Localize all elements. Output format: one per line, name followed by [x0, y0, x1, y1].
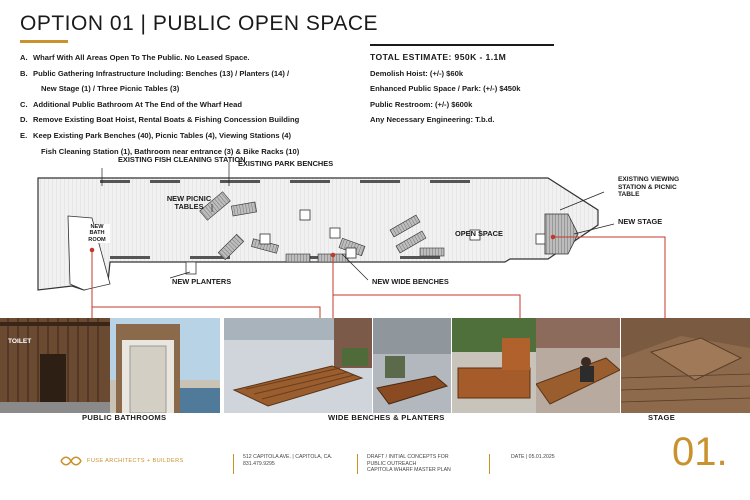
address-line: 512 CAPITOLA AVE. | CAPITOLA, CA. [243, 454, 333, 460]
scope-text: Wharf With All Areas Open To The Public. No Leased Space. [33, 53, 250, 62]
photo-people-benches [536, 318, 620, 413]
scope-item-b [20, 66, 350, 82]
label-new-stage: NEW STAGE [618, 217, 663, 226]
label-wide-benches: NEW WIDE BENCHES [372, 277, 449, 286]
reference-photos [0, 318, 750, 413]
scope-text: Fish Cleaning Station (1), Bathroom near entrance (3) & Bike Racks (10) [41, 146, 300, 156]
footer-date: DATE | 05.01.2025 [511, 454, 555, 460]
phone-line: 831.479.9295 [243, 460, 275, 467]
label-new-planters: NEW PLANTERS [172, 277, 232, 286]
scope-letter: A. [20, 53, 28, 62]
label-viewing-station: EXISTING VIEWING STATION & PICNIC TABLE [618, 176, 680, 199]
estimate-line: Any Necessary Engineering: T.b.d. [370, 115, 495, 125]
footer [55, 448, 595, 478]
wharf-deck [38, 178, 598, 290]
scope-list [20, 50, 350, 159]
page-title: OPTION 01 | PUBLIC OPEN SPACE [20, 12, 378, 35]
caption-bathrooms: PUBLIC BATHROOMS [82, 413, 167, 422]
scope-item-c [20, 97, 350, 113]
label-picnic-tables: NEW PICNIC TABLES [166, 194, 212, 212]
estimate-line: Public Restroom: (+/-) $600k [370, 99, 473, 109]
photo-stage [621, 318, 750, 413]
draft-note [367, 454, 451, 474]
scope-letter: C. [20, 99, 28, 109]
scope-letter: E. [20, 130, 28, 140]
draft-line: DRAFT / INITIAL CONCEPTS FOR [367, 454, 449, 460]
footer-divider [489, 454, 490, 474]
estimate-line: Enhanced Public Space / Park: (+/-) $450k [370, 84, 521, 94]
draft-line: PUBLIC OUTREACH [367, 460, 417, 467]
caption-benches: WIDE BENCHES & PLANTERS [328, 413, 445, 422]
scope-item-d [20, 112, 350, 128]
label-park-benches: EXISTING PARK BENCHES [238, 159, 334, 168]
toilet-sign: TOILET [8, 338, 32, 345]
firm-name: FUSE ARCHITECTS + BUILDERS [87, 458, 184, 464]
scope-text: Additional Public Bathroom At The End of the Wharf Head [33, 99, 242, 109]
label-bath-room: NEW BATH ROOM [84, 224, 110, 243]
scope-text: Remove Existing Boat Hoist, Rental Boats & Fishing Concession Building [33, 115, 300, 125]
scope-text: New Stage (1) / Three Picnic Tables (3) [41, 84, 180, 94]
firm-address [243, 454, 332, 467]
scope-text: Public Gathering Infrastructure Including: Benches (13) / Planters (14) / [33, 68, 290, 78]
page-number: 01. [672, 430, 728, 474]
label-open-space: OPEN SPACE [455, 229, 503, 238]
estimate-line: Demolish Hoist: (+/-) $60k [370, 68, 464, 78]
footer-divider [233, 454, 234, 474]
wharf-plan [0, 150, 750, 320]
scope-letter: B. [20, 68, 28, 78]
photo-planter-bench [452, 318, 536, 413]
scope-item-b-cont [20, 81, 350, 97]
caption-stage: STAGE [648, 413, 676, 422]
photo-bench-planter [373, 318, 451, 413]
firm-logo-icon [59, 455, 83, 467]
estimate-rule [370, 44, 554, 46]
estimate-heading: TOTAL ESTIMATE: 950K - 1.1M [370, 52, 507, 62]
photo-bathroom-door [110, 318, 220, 413]
draft-line: CAPITOLA WHARF MASTER PLAN [367, 467, 451, 474]
scope-item-a [20, 50, 350, 66]
photo-roof-bench [224, 318, 372, 413]
scope-text: Keep Existing Park Benches (40), Picnic Tables (4), Viewing Stations (4) [33, 130, 291, 140]
title-underline [20, 40, 68, 43]
label-fish-station: EXISTING FISH CLEANING STATION [118, 155, 246, 164]
estimate-block [370, 50, 520, 128]
photo-bathroom-exterior [0, 318, 110, 413]
footer-divider [357, 454, 358, 474]
scope-item-e [20, 128, 350, 144]
scope-letter: D. [20, 115, 28, 125]
